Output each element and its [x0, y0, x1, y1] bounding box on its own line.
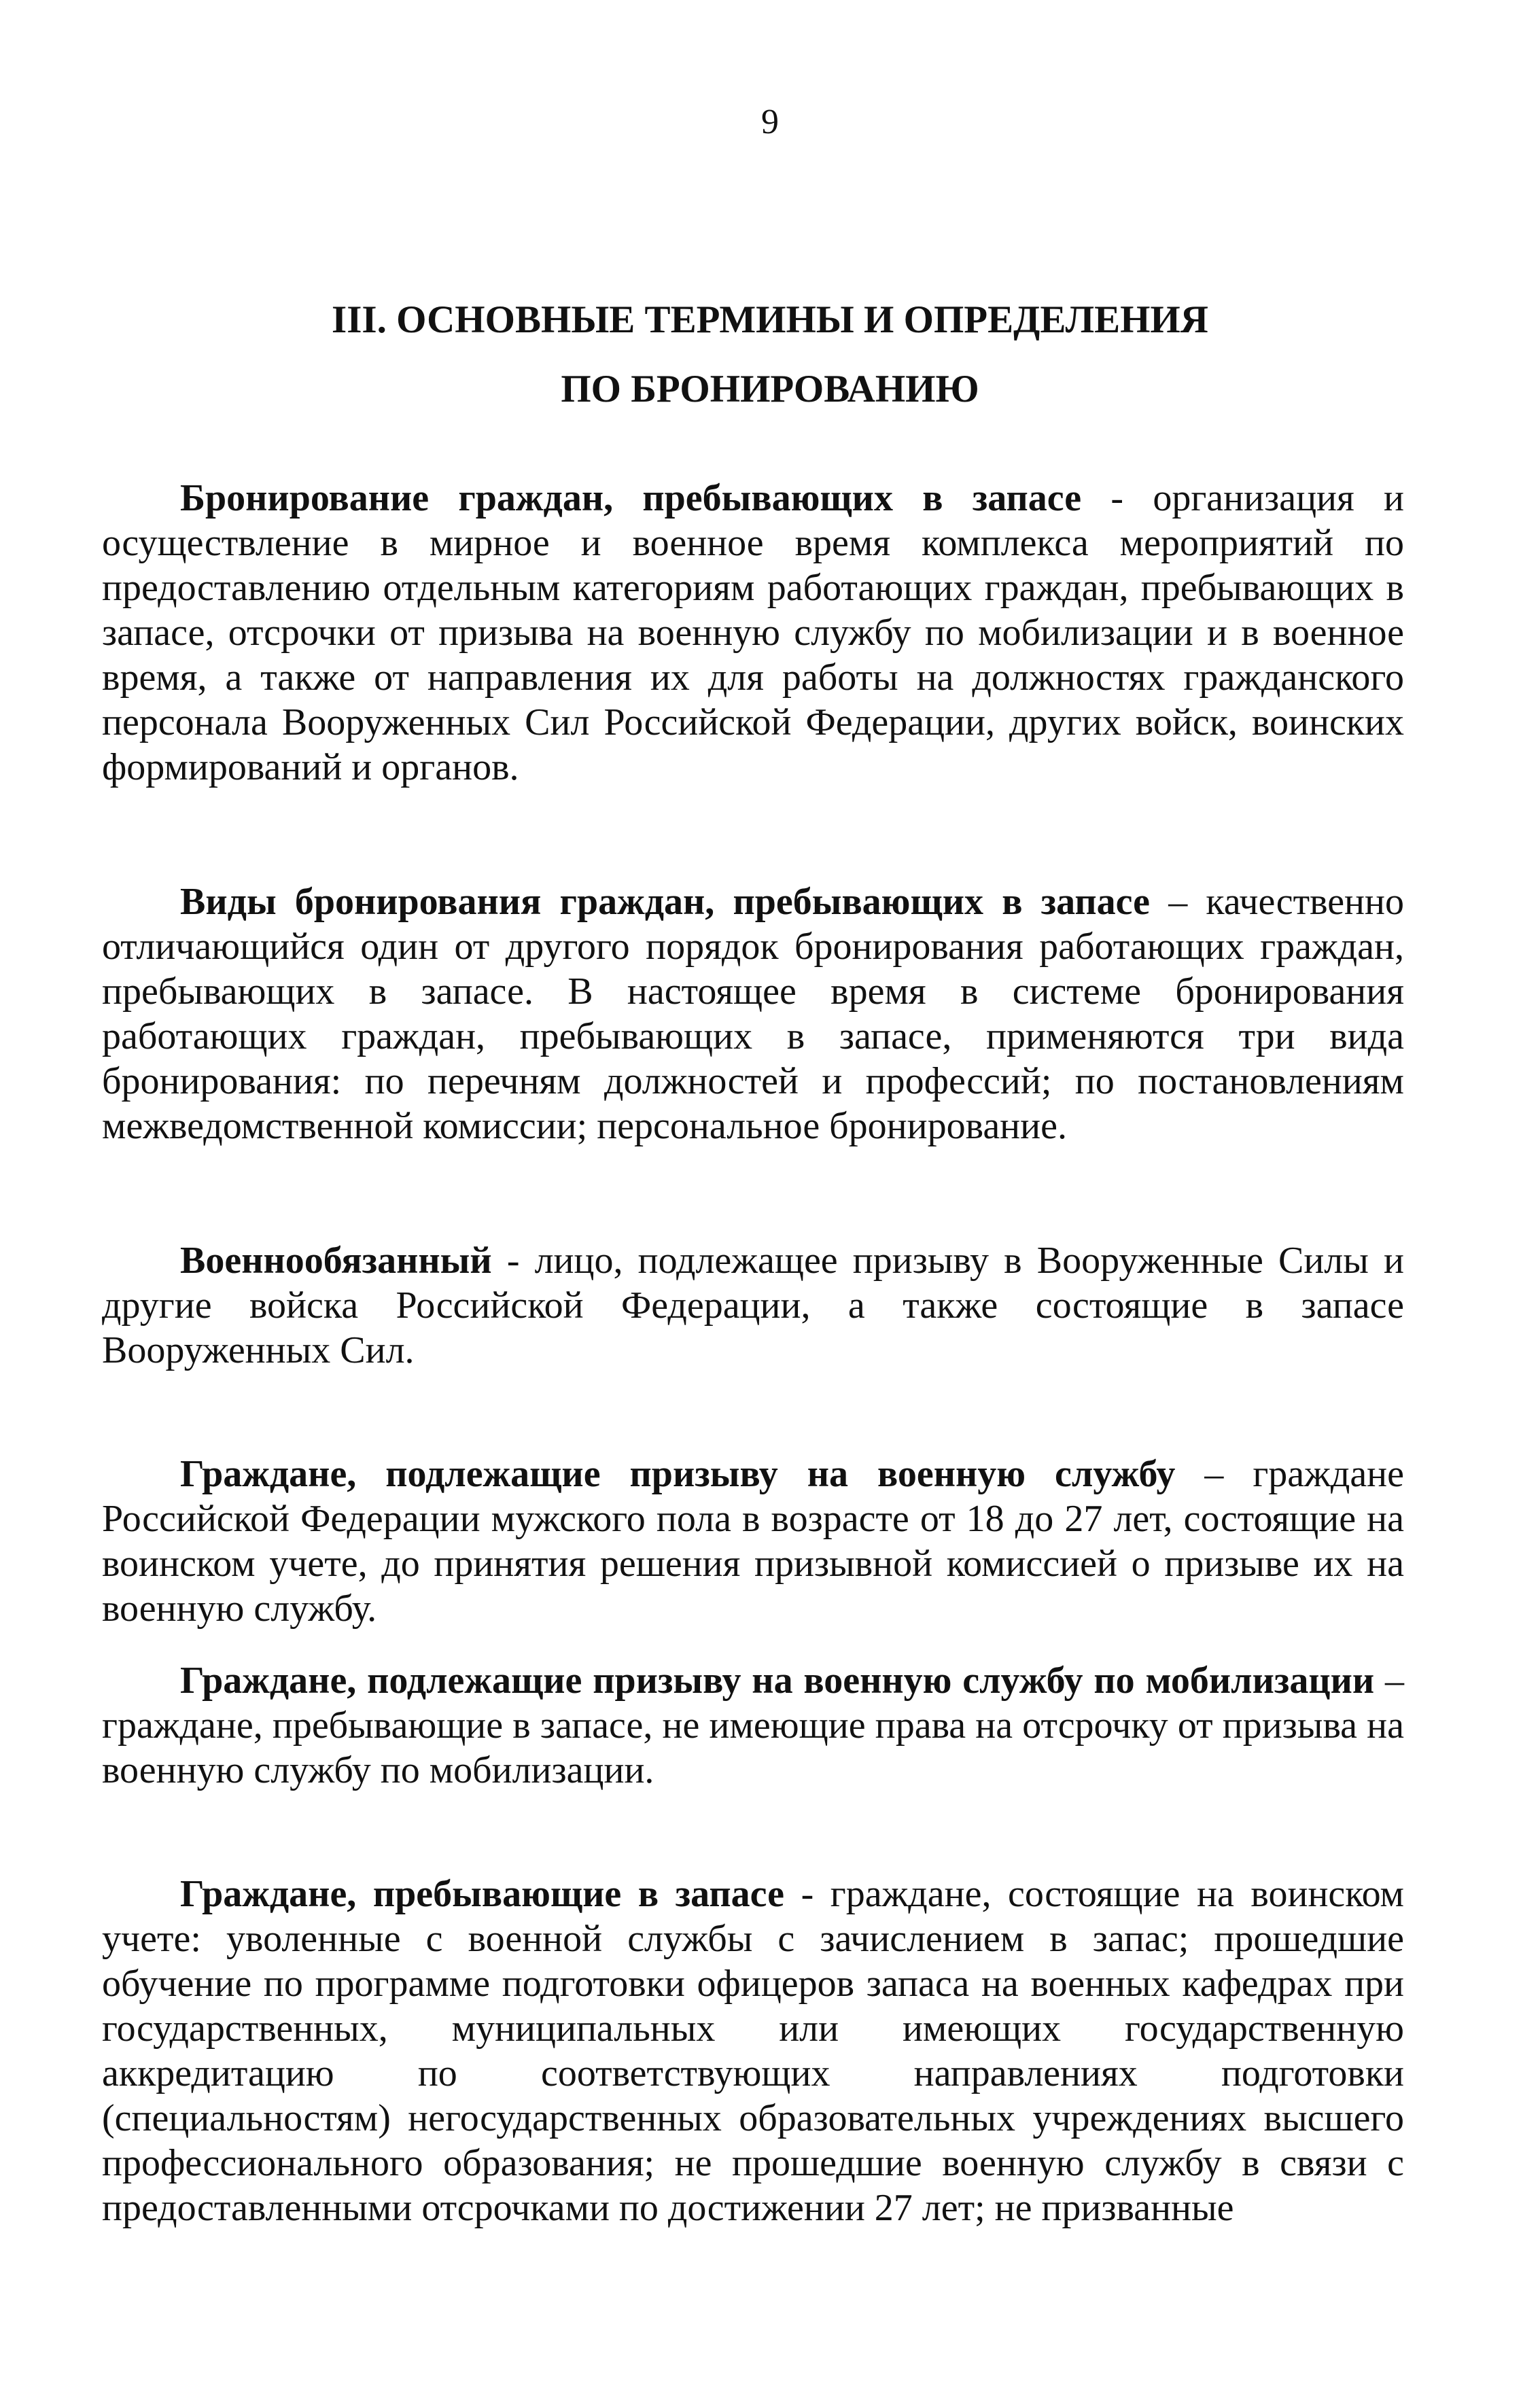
term-label: Граждане, пребывающие в запасе: [180, 1873, 785, 1915]
definition-liable-for-service: [102, 1238, 1404, 1373]
term-definition: лицо, подлежащее призыву в Вооруженные Силы и другие войска Российской Федерации, а также состоящие в запасе Вооруженных Сил.: [102, 1240, 1404, 1371]
term-definition: граждане, состоящие на воинском учете: уволенные с военной службы с зачислением в запас; прошедшие обучение по программе подготовки офицеров запаса на военных кафедрах при государственных, муниципальных или имеющих государственную аккредитацию по соответствующих направлениях подготовки (специальностям) негосударственных образовательных учреждениях высшего профессионального образования; не прошедшие военную службу в связи с предоставленными отсрочками по достижении 27 лет; не призванные: [102, 1873, 1404, 2229]
term-definition: граждане Российской Федерации мужского пола в возрасте от 18 до 27 лет, состоящие на воинском учете, до принятия решения призывной комиссией о призыве их на военную службу.: [102, 1453, 1404, 1630]
definitions-body: [102, 476, 1404, 2230]
definition-reservation-types: [102, 879, 1404, 1148]
term-separator: –: [1175, 1453, 1253, 1495]
definition-reserve-citizens: [102, 1872, 1404, 2230]
term-definition: граждане, пребывающие в запасе, не имеющие права на отсрочку от призыва на военную службу по мобилизации.: [102, 1704, 1404, 1791]
page-number: 9: [761, 103, 779, 141]
definition-conscription-citizens: [102, 1452, 1404, 1631]
term-definition: качественно отличающийся один от другого порядок бронирования работающих граждан, пребывающих в запасе. В настоящее время в системе бронирования работающих граждан, пребывающих в запасе, применяются три вида бронирования: по перечням должностей и профессий; по постановлениям межведомственной комиссии; персональное бронирование.: [102, 881, 1404, 1147]
term-definition: организация и осуществление в мирное и военное время комплекса мероприятий по предоставлению отдельным категориям работающих граждан, пребывающих в запасе, отсрочки от призыва на военную службу по мобилизации и в военное время, а также от направления их для работы на должностях гражданского персонала Вооруженных Сил Российской Федерации, других войск, воинских формирований и органов.: [102, 477, 1404, 788]
term-label: Военнообязанный: [180, 1240, 492, 1282]
definition-reservation: [102, 476, 1404, 790]
term-separator: -: [491, 1240, 535, 1282]
term-label: Граждане, подлежащие призыву на военную службу: [180, 1453, 1176, 1495]
term-separator: –: [1374, 1660, 1404, 1702]
section-title-line-1: III. ОСНОВНЫЕ ТЕРМИНЫ И ОПРЕДЕЛЕНИЯ: [332, 298, 1208, 341]
term-label: Виды бронирования граждан, пребывающих в запасе: [180, 881, 1151, 923]
term-separator: –: [1150, 881, 1206, 923]
section-heading: [102, 285, 1438, 424]
term-label: Бронирование граждан, пребывающих в запасе: [180, 477, 1082, 519]
section-title-line-2: ПО БРОНИРОВАНИЮ: [561, 368, 979, 410]
term-separator: -: [1081, 477, 1153, 519]
term-separator: -: [784, 1873, 830, 1915]
definition-mobilization-citizens: [102, 1658, 1404, 1793]
term-label: Граждане, подлежащие призыву на военную службу по мобилизации: [180, 1660, 1375, 1702]
